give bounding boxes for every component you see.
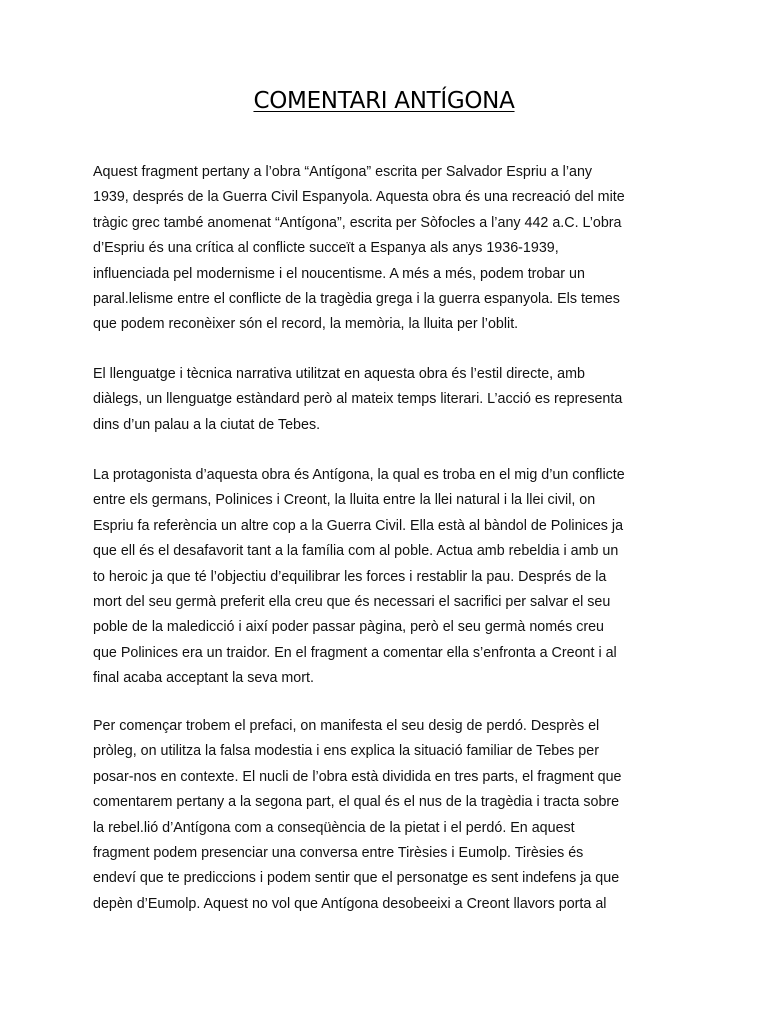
text-line: fragment podem presenciar una conversa entre Tirèsies i Eumolp. Tirèsies és (93, 844, 584, 861)
text-line: El llenguatge i tècnica narrativa utilitzat en aquesta obra és l’estil directe, amb (93, 366, 585, 382)
text-line: que podem reconèixer són el record, la memòria, la lluita per l’oblit. (93, 316, 519, 333)
text-line: Aquest fragment pertany a l’obra “Antígona” escrita per Salvador Espriu a l’any (93, 164, 593, 180)
text-line: dins d’un palau a la ciutat de Tebes. (93, 416, 321, 433)
text-line: La protagonista d’aquesta obra és Antígona, la qual es troba en el mig d’un conflicte (93, 467, 625, 483)
paragraph-2 (93, 362, 693, 438)
text-line: Per començar trobem el prefaci, on manifesta el seu desig de perdó. Desprès el (93, 718, 600, 734)
text-line: endeví que te prediccions i podem sentir que el personatge es sent indefens ja que (93, 870, 620, 887)
text-line: influenciada pel modernisme i el noucentisme. A més a més, podem trobar un (93, 265, 585, 282)
paragraph-3 (93, 463, 693, 692)
text-line: final acaba acceptant la seva mort. (93, 670, 314, 687)
paragraph-1 (93, 160, 693, 338)
text-line: tràgic grec també anomenat “Antígona”, escrita per Sòfocles a l’any 442 a.C. L’obra (93, 214, 622, 231)
text-line: la rebel.lió d’Antígona com a conseqüència de la pietat i el perdó. En aquest (93, 819, 575, 836)
document-title: COMENTARI ANTÍGONA (253, 88, 515, 114)
text-line: entre els germans, Polinices i Creont, la lluita entre la llei natural i la llei civil, on (93, 492, 596, 509)
text-line: diàlegs, un llenguatge estàndard però al mateix temps literari. L’acció es representa (93, 391, 623, 408)
text-line: depèn d’Eumolp. Aquest no vol que Antígona desobeeixi a Creont llavors porta al (93, 895, 607, 912)
text-line: Espriu fa referència un altre cop a la Guerra Civil. Ella està al bàndol de Polinices ja (93, 517, 624, 534)
text-line: d’Espriu és una crítica al conflicte succeït a Espanya als anys 1936-1939, (93, 240, 559, 257)
text-line: comentarem pertany a la segona part, el qual és el nus de la tragèdia i tracta sobre (93, 794, 620, 811)
text-line: poble de la maledicció i així poder passar pàgina, però el seu germà només creu (93, 619, 605, 636)
paragraph-4 (93, 714, 693, 917)
text-line: paral.lelisme entre el conflicte de la tragèdia grega i la guerra espanyola. Els temes (93, 290, 620, 307)
text-line: to heroic ja que té l’objectiu d’equilibrar les forces i restablir la pau. Després de la (93, 568, 607, 585)
text-line: que Polinices era un traidor. En el fragment a comentar ella s’enfronta a Creont i al (93, 644, 617, 661)
text-line: posar-nos en contexte. El nucli de l’obra està dividida en tres parts, el fragment que (93, 768, 622, 785)
text-line: mort del seu germà preferit ella creu que és necessari el sacrifici per salvar el seu (93, 593, 611, 610)
text-line: que ell és el desafavorit tant a la família com al poble. Actua amb rebeldia i amb un (93, 543, 619, 560)
text-line: pròleg, on utilitza la falsa modestia i ens explica la situació familiar de Tebes per (93, 743, 599, 760)
text-line: 1939, després de la Guerra Civil Espanyola. Aquesta obra és una recreació del mite (93, 189, 625, 206)
